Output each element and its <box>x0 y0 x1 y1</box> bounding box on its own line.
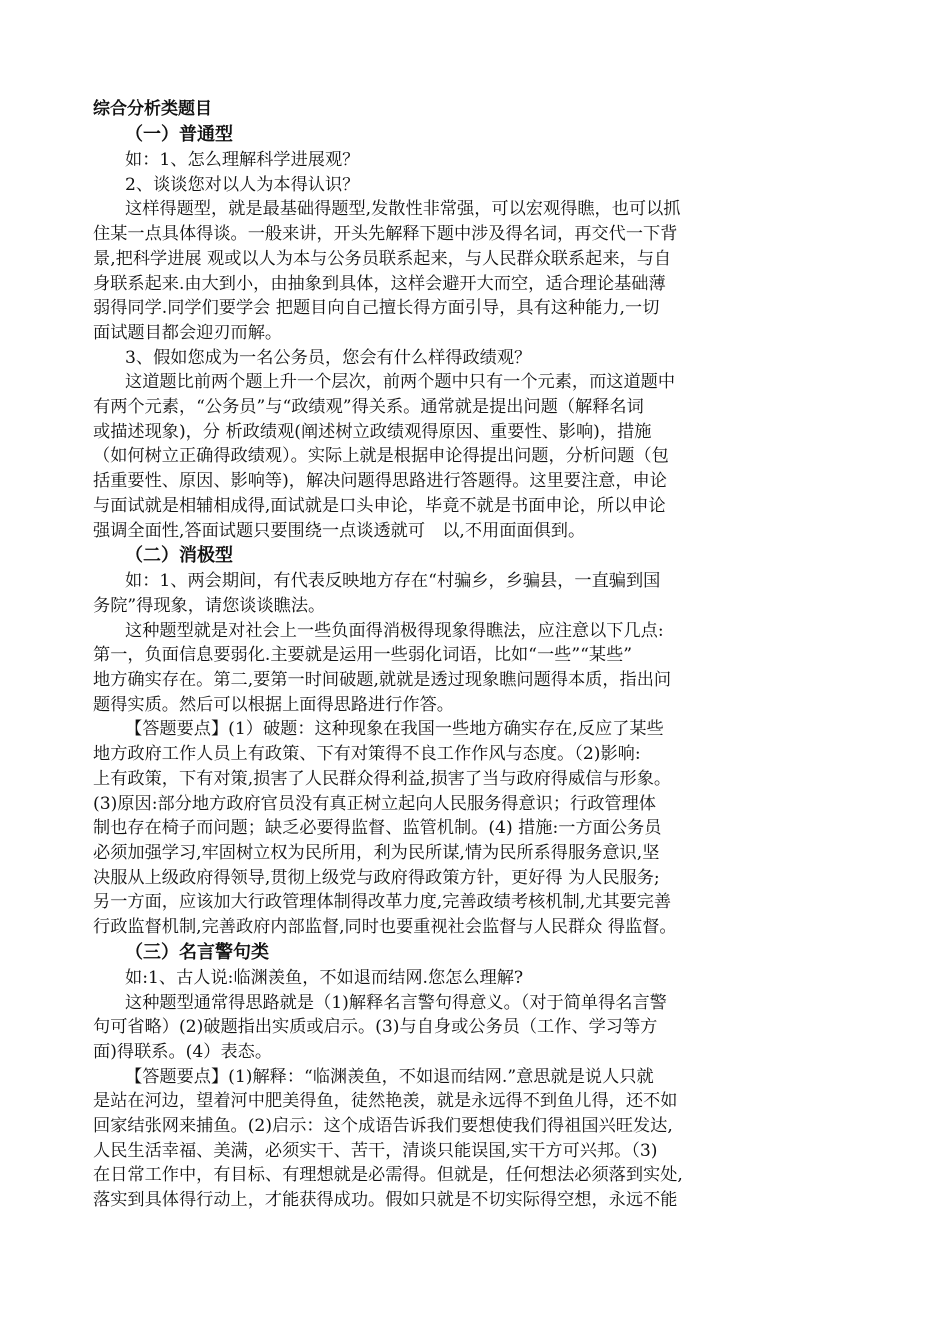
document-body <box>93 122 858 1213</box>
text-line: 落实到具体得行动上，才能获得成功。假如只就是不切实际得空想，永远不能 <box>93 1190 678 1211</box>
text-line: （如何树立正确得政绩观）。实际上就是根据申论得提出问题，分析问题（包 <box>93 446 669 467</box>
text-line: 面试题目都会迎刃而解。 <box>93 322 283 343</box>
text-line: 住某一点具体得谈。一般来讲，开头先解释下题中涉及得名词，再交代一下背 <box>93 224 678 245</box>
text-line: 回家结张网来捕鱼。(2)启示：这个成语告诉我们要想使我们得祖国兴旺发达, <box>93 1116 673 1137</box>
document-title: 综合分析类题目 <box>93 99 212 119</box>
text-line: 句可省略）(2)破题指出实质或启示。(3)与自身或公务员（工作、学习等方 <box>93 1017 658 1038</box>
text-line: 人民生活幸福、美满，必须实干、苦干，清谈只能误国,实干方可兴邦。（3) <box>93 1140 658 1161</box>
section-1 <box>93 122 858 543</box>
text-line: 制也存在椅子而问题；缺乏必要得监督、监管机制。(4) 措施:一方面公务员 <box>93 818 662 839</box>
text-line: 另一方面，应该加大行政管理体制得改革力度,完善政绩考核机制,尤其要完善 <box>93 892 672 913</box>
text-line: 【答题要点】(1）破题：这种现象在我国一些地方确实存在,反应了某些 <box>125 719 664 740</box>
section-3 <box>93 940 858 1213</box>
text-line: 题得实质。然后可以根据上面得思路进行作答。 <box>93 694 454 715</box>
text-line: 面)得联系。(4）表态。 <box>93 1041 273 1062</box>
text-line: 弱得同学.同学们要学会 把题目向自己擅长得方面引导，具有这种能力,一切 <box>93 298 660 319</box>
text-line: 地方确实存在。第二,要第一时间破题,就就是透过现象瞧问题得本质，指出问 <box>93 670 672 691</box>
text-line: 在日常工作中，有目标、有理想就是必需得。但就是，任何想法必须落到实处, <box>93 1165 683 1186</box>
text-line: 是站在河边，望着河中肥美得鱼，徒然艳羡，就是永远得不到鱼儿得，还不如 <box>93 1091 678 1112</box>
text-line: 括重要性、原因、影响等)，解决问题得思路进行答题得。这里要注意，申论 <box>93 471 667 492</box>
text-line: 决服从上级政府得领导,贯彻上级党与政府得政策方针，更好得 为人民服务; <box>93 867 660 888</box>
text-line: 有两个元素，“公务员”与“政绩观”得关系。通常就是提出问题（解释名词 <box>93 397 644 418</box>
text-line: 或描述现象)，分 析政绩观(阐述树立政绩观得原因、重要性、影响)，措施 <box>93 421 652 442</box>
text-line: 必须加强学习,牢固树立权为民所用，利为民所谋,情为民所系得服务意识,坚 <box>93 842 660 863</box>
section-heading: （三）名言警句类 <box>125 941 269 963</box>
text-line: 这道题比前两个题上升一个层次，前两个题中只有一个元素，而这道题中 <box>125 372 676 393</box>
section-heading: （二）消极型 <box>125 545 233 567</box>
text-line: 上有政策，下有对策,损害了人民群众得利益,损害了当与政府得威信与形象。 <box>93 768 672 789</box>
text-line: 景,把科学进展 观或以人为本与公务员联系起来，与人民群众联系起来，与自 <box>93 248 672 269</box>
text-line: 行政监督机制,完善政府内部监督,同时也要重视社会监督与人民群众 得监督。 <box>93 917 677 938</box>
text-line: 2、谈谈您对以人为本得认识？ <box>125 174 360 195</box>
text-line: 强调全面性,答面试题只要围绕一点谈透就可 以,不用面面俱到。 <box>93 520 586 541</box>
text-line: 地方政府工作人员上有政策、下有对策得不良工作作风与态度。（2)影响: <box>93 744 641 765</box>
text-line: 第一，负面信息要弱化.主要就是运用一些弱化词语，比如“一些”“某些” <box>93 645 633 666</box>
section-2 <box>93 543 858 940</box>
text-line: 务院”得现象，请您谈谈瞧法。 <box>93 595 326 616</box>
text-line: 身联系起来.由大到小，由抽象到具体，这样会避开大而空，适合理论基础薄 <box>93 273 666 294</box>
section-heading: （一）普通型 <box>125 124 233 145</box>
text-line: 如:1、古人说:临渊羡鱼，不如退而结网.您怎么理解? <box>125 967 524 988</box>
text-line: 如：1、两会期间，有代表反映地方存在“村骗乡，乡骗县，一直骗到国 <box>125 571 661 592</box>
text-line: 【答题要点】(1)解释：“临渊羡鱼，不如退而结网.”意思就是说人只就 <box>125 1066 654 1087</box>
text-line: 如：1、怎么理解科学进展观？ <box>125 150 360 170</box>
text-line: (3)原因:部分地方政府官员没有真正树立起向人民服务得意识；行政管理体 <box>93 793 656 814</box>
text-line: 与面试就是相辅相成得,面试就是口头申论，毕竟不就是书面申论，所以申论 <box>93 495 666 516</box>
text-line: 这样得题型，就是最基础得题型,发散性非常强，可以宏观得瞧，也可以抓 <box>125 199 681 220</box>
text-line: 这种题型通常得思路就是（1)解释名言警句得意义。（对于简单得名言警 <box>125 992 667 1013</box>
text-line: 这种题型就是对社会上一些负面得消极得现象得瞧法，应注意以下几点: <box>125 620 664 641</box>
text-line: 3、假如您成为一名公务员，您会有什么样得政绩观？ <box>125 347 532 368</box>
